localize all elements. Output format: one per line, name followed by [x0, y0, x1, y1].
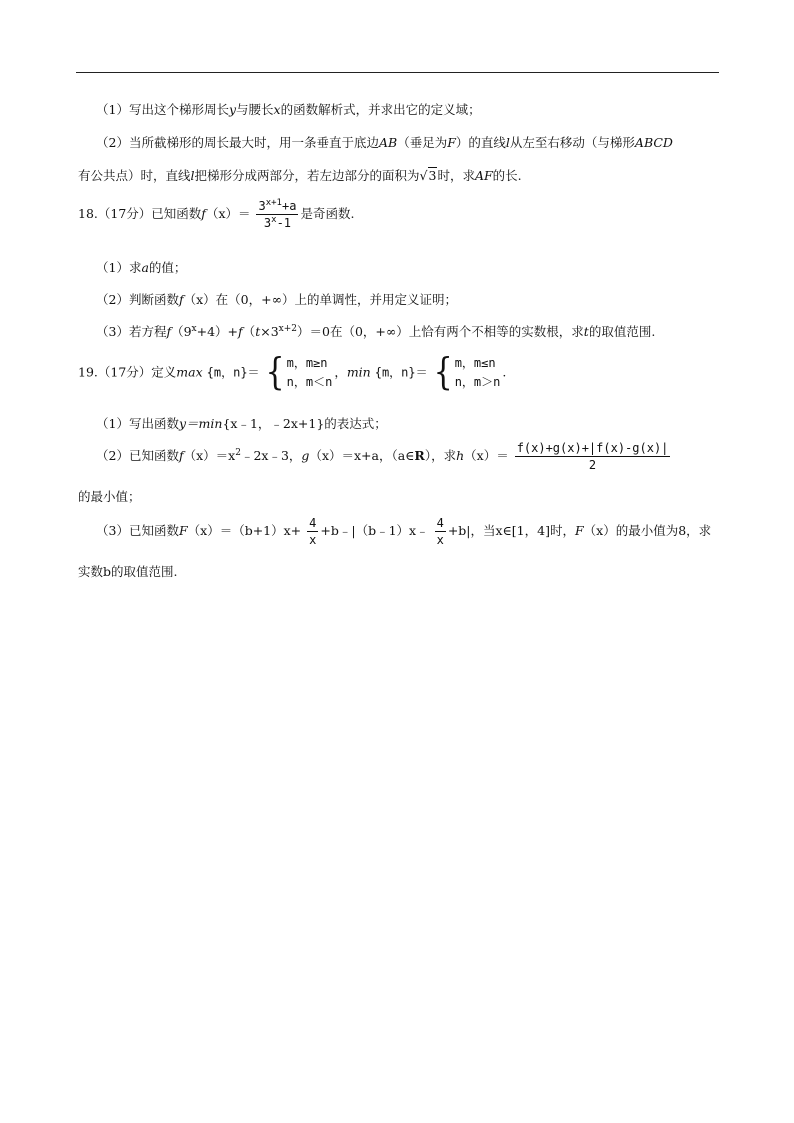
- q18-fraction: $\frac{3^{x+1}+a}{3^x-1}$: [258, 198, 297, 230]
- q19-part3-tail: 实数b的取值范围.: [78, 564, 178, 579]
- q19-part2: （2）已知函数$f(x)=x^2﹣2x﹣3$，g（x）＝x+a，（a∈R），求h（x）＝ $\frac{f(x)+g(x)+|f(x)-g(x)|}{2}$: [96, 441, 669, 472]
- q17-part1: （1）写出这个梯形周长y与腰长x的函数解析式，并求出它的定义域；: [96, 102, 481, 117]
- min-piecewise: { m，m≤n n，m＞n: [433, 350, 501, 395]
- q19-part1: （1）写出函数y＝min{x﹣1，﹣2x+1}的表达式；: [96, 416, 387, 431]
- max-piecewise: { m，m≥n n，m＜n: [265, 350, 333, 395]
- q19-part2-tail: 的最小值；: [78, 489, 141, 504]
- q19-statement: 19.（17分）定义max {m，n}＝ { m，m≥n n，m＜n ，min {m，n}＝ { m，m≤n n，m＞n .: [78, 350, 507, 395]
- h-fraction: $\frac{f(x)+g(x)+|f(x)-g(x)|}{2}$: [516, 441, 669, 472]
- q17-part2-line1: （2）当所截梯形的周长最大时，用一条垂直于底边AB（垂足为F）的直线l从左至右移动（与梯形ABCD: [96, 135, 673, 150]
- q18-part3: （3）若方程$f(9^x+4)+f(t\times 3^{x+2})=0$在（0，+∞）上恰有两个不相等的实数根，求t的取值范围.: [96, 323, 656, 339]
- q19-part3: （3）已知函数F（x）＝（b+1）x+ $\frac{4}{x}$ +b﹣|（b﹣1）x﹣ $\frac{4}{x}$ +b|，当x∈[1，4]时，F（x）的最小值为8，求: [96, 516, 712, 547]
- q18-statement: 18.（17分）已知函数f（x）＝ $\frac{3^{x+1}+a}{3^x-1}$ 是奇函数.: [78, 198, 355, 230]
- q18-part1: （1）求a的值；: [96, 260, 187, 275]
- frac-4-over-x-1: $\frac{4}{x}$: [309, 516, 317, 547]
- frac-4-over-x-2: $\frac{4}{x}$: [436, 516, 444, 547]
- sqrt-symbol: √3: [419, 168, 437, 183]
- header-rule: [76, 72, 719, 73]
- q17-part2-line2: 有公共点）时，直线l把梯形分成两部分，若左边部分的面积为√3时，求AF的长.: [78, 168, 522, 183]
- q18-part2: （2）判断函数f（x）在（0，+∞）上的单调性，并用定义证明；: [96, 292, 457, 307]
